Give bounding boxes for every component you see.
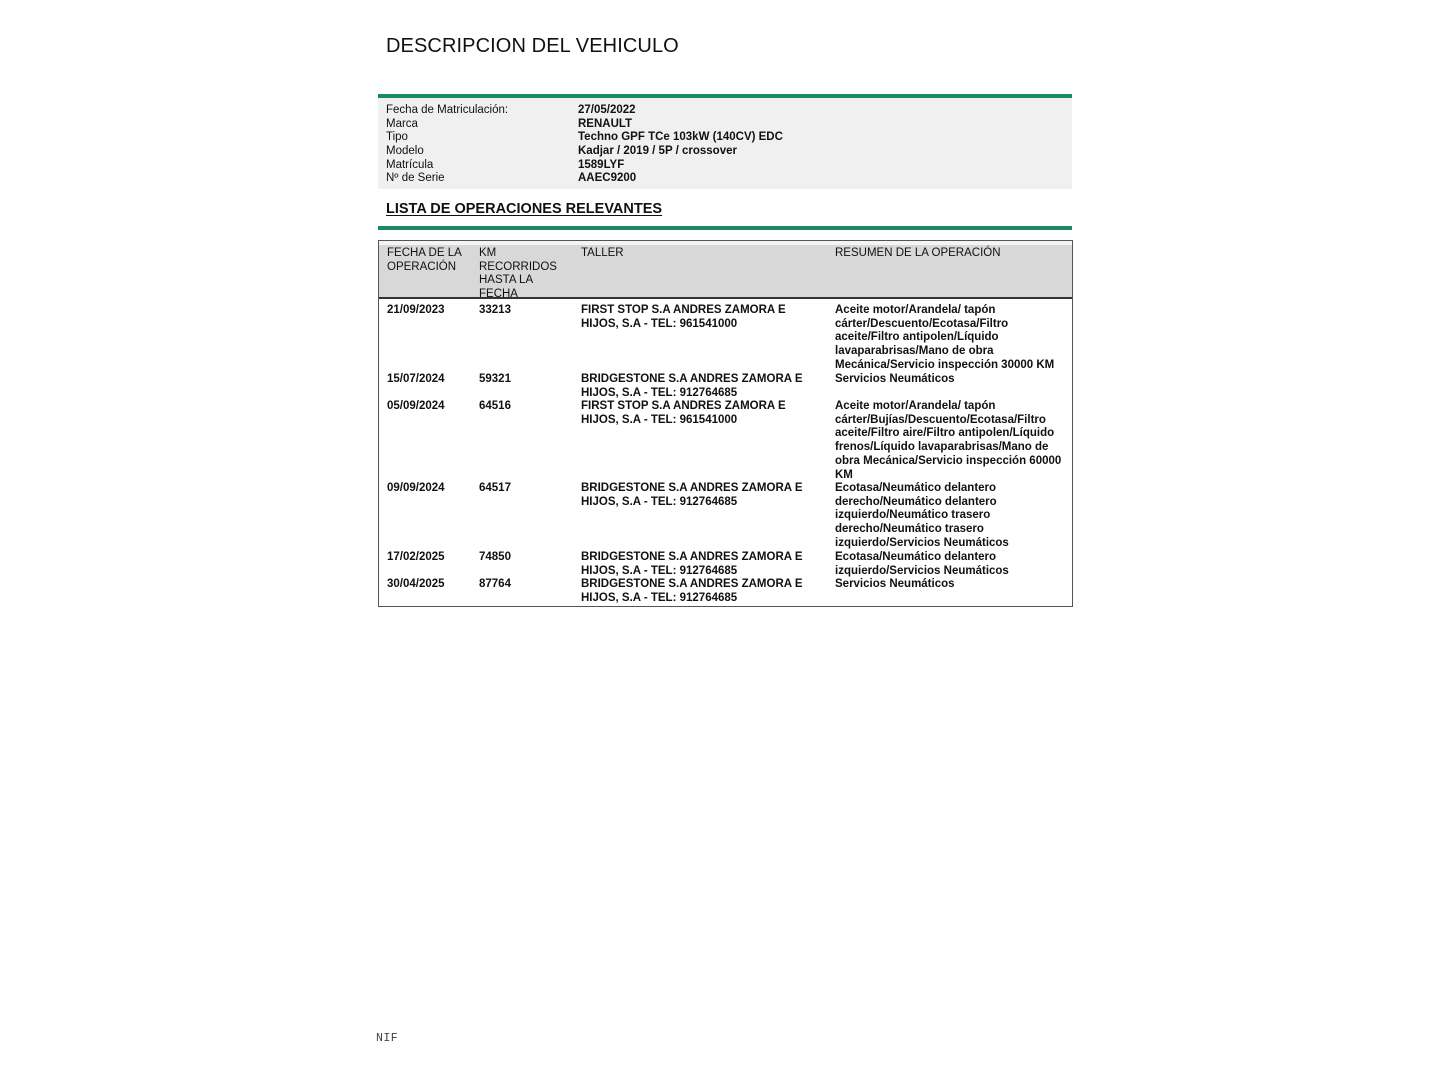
field-value: Kadjar / 2019 / 5P / crossover [578,145,737,157]
field-label: Fecha de Matriculación: [386,104,509,116]
field-value: Techno GPF TCe 103kW (140CV) EDC [578,131,783,143]
field-label: Marca [386,118,418,130]
column-header-date: FECHA DE LA OPERACIÓN [387,247,462,273]
column-header-km: KM RECORRIDOS HASTA LA FECHA [479,247,557,300]
footer-nif-label: NIF [376,1032,399,1045]
column-header-workshop: TALLER [581,247,624,259]
cell-summary: Servicios Neumáticos [835,578,955,590]
cell-km: 59321 [479,373,511,385]
cell-date: 30/04/2025 [387,578,445,590]
cell-km: 64517 [479,482,511,494]
field-label: Tipo [386,131,408,143]
operations-section-title: LISTA DE OPERACIONES RELEVANTES [386,201,663,217]
cell-summary: Ecotasa/Neumático delantero derecho/Neumático delantero izquierdo/Neumático trasero derecho/Neumático trasero izquierdo/Servicios Neumáticos [835,482,1009,549]
cell-summary: Servicios Neumáticos [835,373,955,385]
cell-km: 64516 [479,400,511,412]
cell-workshop: BRIDGESTONE S.A ANDRES ZAMORA E HIJOS, S.A - TEL: 912764685 [581,551,803,577]
cell-date: 09/09/2024 [387,482,445,494]
field-value: 27/05/2022 [578,104,636,116]
cell-workshop: BRIDGESTONE S.A ANDRES ZAMORA E HIJOS, S.A - TEL: 912764685 [581,578,803,604]
field-label: Nº de Serie [386,172,445,184]
cell-km: 33213 [479,304,511,316]
cell-km: 87764 [479,578,511,590]
cell-summary: Aceite motor/Arandela/ tapón cárter/Bujías/Descuento/Ecotasa/Filtro aceite/Filtro aire/Filtro antipolen/Líquido frenos/Líquido lavaparabrisas/Mano de obra Mecánica/Servicio inspección 60000 KM [835,400,1062,481]
field-value: 1589LYF [578,159,625,171]
field-label: Modelo [386,145,424,157]
operations-table [378,240,1073,607]
cell-date: 17/02/2025 [387,551,445,563]
cell-workshop: FIRST STOP S.A ANDRES ZAMORA E HIJOS, S.A - TEL: 961541000 [581,400,786,426]
vehicle-description-panel [378,98,1072,189]
column-header-summary: RESUMEN DE LA OPERACIÓN [835,247,1001,259]
field-value: RENAULT [578,118,633,130]
page-title: DESCRIPCION DEL VEHICULO [386,35,679,57]
cell-date: 05/09/2024 [387,400,445,412]
cell-summary: Aceite motor/Arandela/ tapón cárter/Descuento/Ecotasa/Filtro aceite/Filtro antipolen/Líquido lavaparabrisas/Mano de obra Mecánica/Servicio inspección 30000 KM [835,304,1055,371]
cell-summary: Ecotasa/Neumático delantero izquierdo/Servicios Neumáticos [835,551,1009,577]
cell-date: 15/07/2024 [387,373,445,385]
cell-date: 21/09/2023 [387,304,445,316]
field-label: Matrícula [386,159,434,171]
cell-km: 74850 [479,551,511,563]
field-value: AAEC9200 [578,172,637,184]
cell-workshop: BRIDGESTONE S.A ANDRES ZAMORA E HIJOS, S.A - TEL: 912764685 [581,482,803,508]
cell-workshop: FIRST STOP S.A ANDRES ZAMORA E HIJOS, S.A - TEL: 961541000 [581,304,786,330]
cell-workshop: BRIDGESTONE S.A ANDRES ZAMORA E HIJOS, S.A - TEL: 912764685 [581,373,803,399]
section-divider [378,226,1072,230]
table-header [379,241,1072,299]
